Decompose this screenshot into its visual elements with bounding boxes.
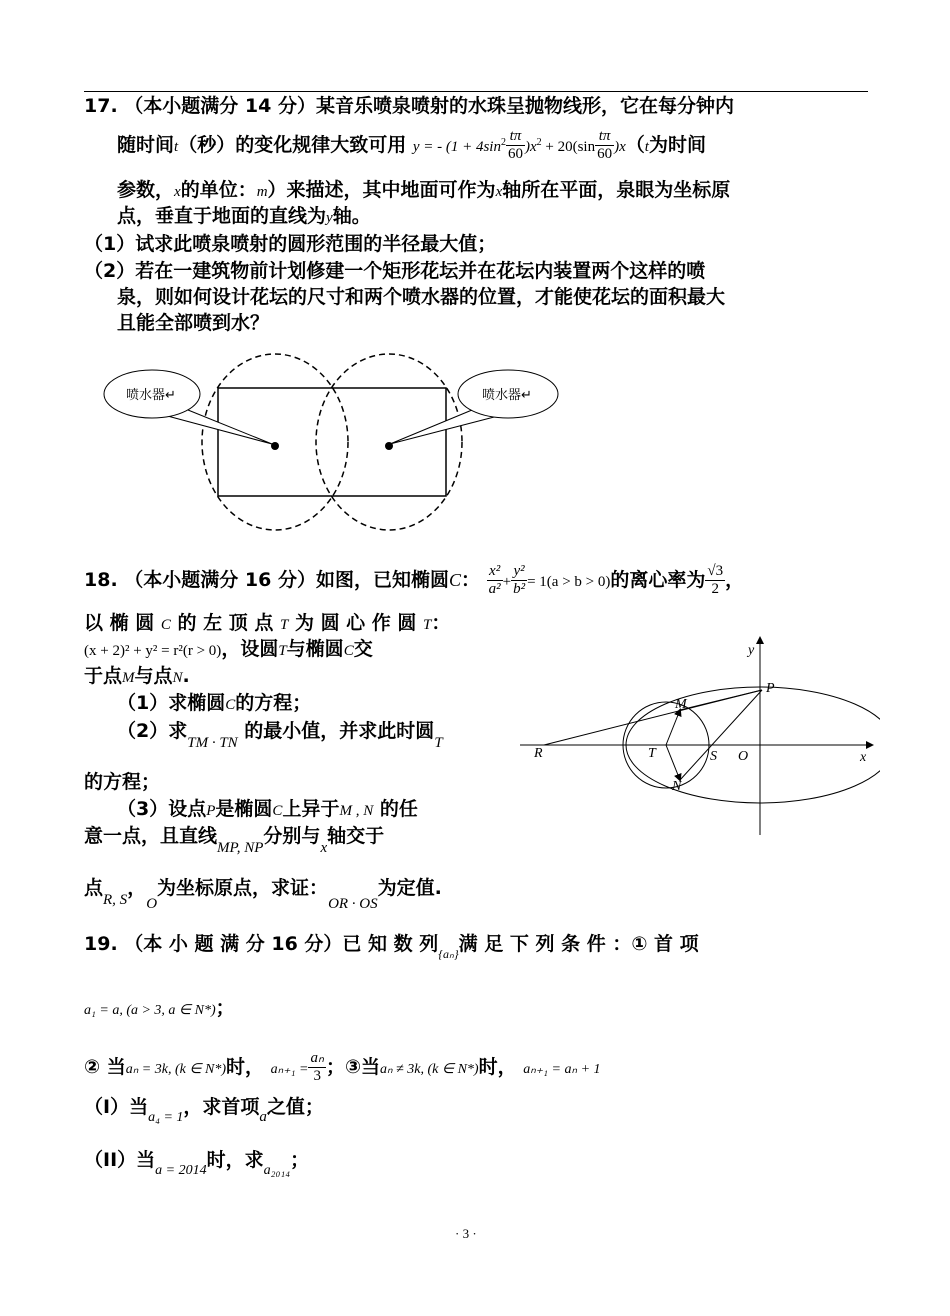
label-y: y: [748, 643, 755, 658]
ellipse-figure: [520, 630, 880, 840]
p19-conditions-2-3: ② 当aₙ = 3k, (k ∈ N*)时， aₙ₊₁ = $\frac{\text{aₙ}}{3}$ ；③当aₙ ≠ 3k, (k ∈ N*)时， aₙ₊₁ = aₙ + 1: [84, 1050, 601, 1084]
callout-left-label: 喷水器↵: [126, 388, 176, 403]
p18-question-2: （2）求$_{TM \cdot TN}$ 的最小值，并求此时圆$_T$: [117, 720, 443, 751]
fraction-x2-a2: $\frac{\text{x²}}{\text{a²}}$: [488, 563, 501, 597]
p18-heading: 18. （本小题满分 16 分）如图，已知椭圆C： $\frac{\text{x²}}{\text{a²}}$ + $\frac{\text{y²}}{\text{b²}}$ = 1(a > b > 0)的离心率为 $\frac{√3}{2}$ ，: [84, 563, 745, 597]
p18-question-1: （1）求椭圆C的方程；: [117, 692, 312, 714]
p18-line-2: 以 椭 圆 C 的 左 顶 点 T 为 圆 心 作 圆 T：: [84, 612, 451, 634]
fountain-figure: [100, 350, 580, 540]
vector-TN: [666, 745, 680, 780]
p17-question-1: （1）试求此喷泉喷射的圆形范围的半径最大值；: [84, 233, 497, 255]
fraction-t-pi-60: $\frac{t\pi}{60}$: [507, 128, 523, 162]
sprinkler-left: [271, 442, 279, 450]
label-R: R: [534, 746, 543, 761]
formula-end: )x: [614, 139, 626, 155]
p17-heading: [84, 94, 734, 118]
math-t: t: [174, 139, 179, 155]
formula: y = - ($1 + 4\sin^2$: [412, 137, 506, 155]
p18-question-3-cont: 意一点，且直线$_{MP, NP}$分别与$_x$轴交于: [84, 825, 385, 856]
p17-line-4: 点，垂直于地面的直线为y轴。: [117, 205, 371, 227]
header-rule: [84, 91, 868, 92]
callout-pointer-right: [390, 410, 498, 444]
label-P: P: [766, 681, 775, 696]
p17-line-3: 参数，x的单位：m）来描述，其中地面可作为x轴所在平面，泉眼为坐标原: [117, 179, 731, 201]
label-T: T: [648, 746, 656, 761]
text: （秒）的变化规律大致可用: [178, 134, 407, 156]
p19-question-2: （II）当$_{a = 2014}$时，求$_{a_{2014}}$；: [84, 1149, 310, 1178]
p17-question-2-cont: 泉，则如何设计花坛的尺寸和两个喷水器的位置，才能使花坛的面积最大: [117, 286, 726, 308]
fraction-y2-b2: $\frac{\text{y²}}{\text{b²}}$: [513, 563, 526, 597]
p17-line-2: [117, 128, 706, 163]
p18-question-3: （3）设点P是椭圆C上异于M , N 的任: [117, 798, 418, 820]
fraction-an-3: $\frac{\text{aₙ}}{3}$: [310, 1050, 324, 1084]
text: （: [625, 134, 645, 156]
p17-question-2-cont2: 且能全部喷到水？: [117, 312, 270, 334]
label-x: x: [860, 750, 867, 765]
p19-condition-1: a₁ = a, (a > 3, a ∈ N*)；: [84, 997, 235, 1019]
label-S: S: [710, 749, 717, 764]
line-M-P: [680, 690, 762, 710]
vector-TM: [666, 710, 680, 745]
line-N-P: [680, 690, 762, 780]
formula-mid: )$x^2 + 20(\sin$: [524, 137, 596, 155]
math-t: t: [644, 139, 649, 155]
fraction-t-pi-60-b: $\frac{t\pi}{60}$: [597, 128, 613, 162]
label-O: O: [738, 749, 749, 764]
p19-heading: 19. （本 小 题 满 分 16 分）已 知 数 列$_{\{a_n\}}$满 足 下 列 条 件 ：① 首 项: [84, 933, 699, 961]
callout-right-label: 喷水器↵: [482, 388, 532, 403]
p18-line-3: (x + 2)² + y² = r²(r > 0)，设圆T与椭圆C交: [84, 638, 373, 660]
label-N: N: [672, 779, 682, 794]
fraction-sqrt3-2: $\frac{√3}{2}$: [707, 563, 724, 597]
label-M: M: [675, 697, 687, 712]
p18-line-4: 于点M与点N.: [84, 665, 190, 687]
flower-bed-rect: [218, 388, 446, 496]
text: 随时间: [117, 134, 175, 156]
page-number: · 3 ·: [455, 1226, 477, 1241]
p19-question-1: （I）当$_{a_4 = 1}$，求首项$_a$之值；: [84, 1096, 324, 1125]
p18-question-2-cont: 的方程；: [84, 771, 161, 793]
p17-question-2: （2）若在一建筑物前计划修建一个矩形花坛并在花坛内装置两个这样的喷: [84, 260, 706, 282]
p17-head-text: 17. （本小题满分 14 分）某音乐喷泉喷射的水珠呈抛物线形，它在每分钟内: [84, 95, 734, 117]
text: 为时间: [648, 134, 706, 156]
p18-question-3-cont2: 点$_{R, S}$，$_O$为坐标原点，求证：$_{OR \cdot OS}$为定值.: [84, 877, 442, 912]
